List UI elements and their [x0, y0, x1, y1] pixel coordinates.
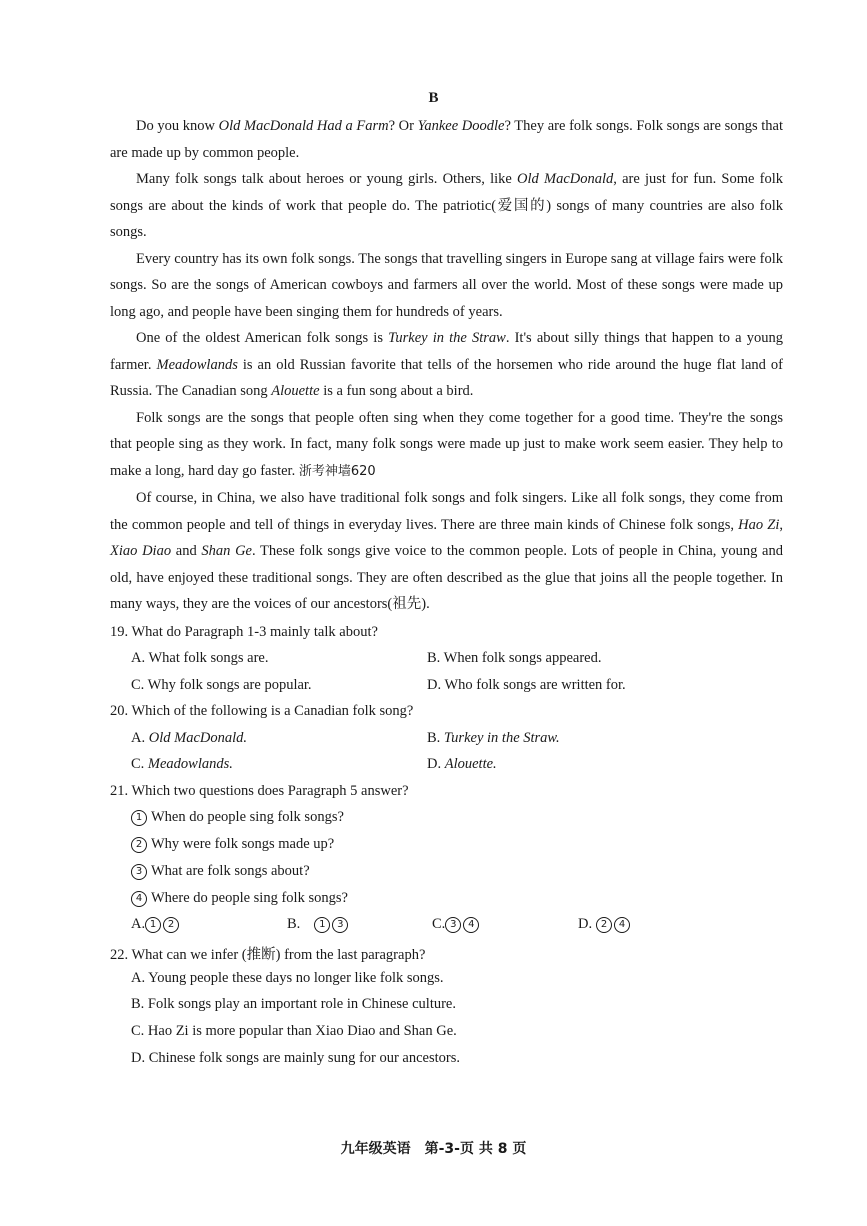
text: . It's about silly things that happen to a young farmer. — [110, 330, 784, 373]
text: Of course, in China, we also have traditional folk songs and folk singers. Like all folk songs, they come from the common people and tell of things in everyday lives. There are three main kinds of Chinese folk songs, — [110, 490, 783, 533]
text: , are just for fun. Some folk songs are about the kinds of work that people do. The patriotic(爱国的) songs of many countries are also folk songs. — [110, 171, 783, 240]
q19-option-b[interactable]: B. When folk songs appeared. — [427, 650, 602, 666]
text: is a fun song about a bird. — [319, 383, 474, 399]
question-19-stem: 19. What do Paragraph 1-3 mainly talk about? — [110, 624, 378, 640]
option-letter: C. — [131, 756, 148, 772]
text: One of the oldest American folk songs is — [136, 330, 389, 346]
text: Many folk songs talk about heroes or young girls. Others, like — [136, 171, 518, 187]
paragraph-2 — [110, 166, 783, 246]
option-letter: D. — [427, 756, 445, 772]
text: . These folk songs give voice to the common people. Lots of people in China, young and old, have enjoyed these traditional songs. They are often described as the glue that joins all the people together. In many ways, they are the voices of our ancestors(祖先). — [110, 543, 783, 612]
q19-option-d[interactable]: D. Who folk songs are written for. — [427, 677, 626, 693]
text: ? Or — [388, 118, 418, 134]
song-title: Alouette — [271, 383, 320, 399]
paragraph-6 — [110, 485, 783, 618]
q20-option-d[interactable] — [427, 756, 497, 773]
q21-option-d[interactable] — [578, 916, 632, 933]
q19-option-c[interactable]: C. Why folk songs are popular. — [131, 677, 312, 693]
text: , — [779, 516, 783, 533]
question-21-stem: 21. Which two questions does Paragraph 5 answer? — [110, 783, 409, 799]
circled-number-icon: 3 — [445, 917, 461, 933]
page-footer: 九年级英语 第-3-页 共 8 页 — [340, 1141, 527, 1157]
text: Folk songs are the songs that people often sing when they come together for a good time. They're the songs that people sing as they work. In fact, many folk songs were made up just to make work seem easier. They help to make a long, hard day go faster. — [110, 409, 783, 479]
q21-item-3 — [131, 863, 310, 880]
q21-option-a[interactable] — [131, 916, 181, 933]
q20-option-b[interactable] — [427, 730, 560, 747]
circled-number-icon: 4 — [131, 891, 147, 907]
question-20-stem: 20. Which of the following is a Canadian folk song? — [110, 703, 414, 719]
q22-option-d[interactable]: D. Chinese folk songs are mainly sung for our ancestors. — [131, 1050, 461, 1066]
song-title: Turkey in the Straw — [388, 330, 506, 346]
q21-item-2 — [131, 836, 334, 853]
item-text: What are folk songs about? — [151, 863, 310, 879]
q22-option-c[interactable]: C. Hao Zi is more popular than Xiao Diao and Shan Ge. — [131, 1023, 457, 1039]
option-letter: A. — [131, 730, 149, 746]
paragraph-3: Every country has its own folk songs. The songs that travelling singers in Europe sang at village fairs were folk songs. So are the songs of American cowboys and farmers all over the world. Most of these songs were made up long ago, and people have been singing them for hundreds of years. — [110, 250, 783, 320]
song-title: Old MacDonald — [517, 171, 614, 187]
circled-number-icon: 2 — [163, 917, 179, 933]
song-kind: Xiao Diao — [110, 543, 172, 559]
circled-number-icon: 1 — [131, 810, 147, 826]
item-text: Where do people sing folk songs? — [151, 890, 348, 906]
paragraph-4 — [110, 325, 783, 405]
section-heading: B — [428, 90, 439, 106]
q21-item-1 — [131, 809, 344, 826]
song-kind: Hao Zi — [738, 516, 780, 533]
item-text: When do people sing folk songs? — [151, 809, 344, 825]
reading-passage — [110, 113, 783, 618]
circled-number-icon: 3 — [131, 864, 147, 880]
handwritten-note: 浙考神墙620 — [298, 463, 376, 479]
option-text: Alouette. — [444, 756, 497, 772]
circled-number-icon: 3 — [332, 917, 348, 933]
text: is an old Russian favorite that tells of the horsemen who ride around the huge flat land of Russia. The Canadian song — [110, 356, 784, 399]
q21-option-b[interactable] — [287, 916, 350, 933]
option-letter: B. — [427, 730, 444, 746]
q21-option-c[interactable] — [432, 916, 481, 933]
circled-number-icon: 2 — [131, 837, 147, 853]
q22-option-b[interactable]: B. Folk songs play an important role in Chinese culture. — [131, 996, 456, 1012]
text: ? They are folk songs. Folk songs are songs that are made up by common people. — [110, 118, 783, 161]
question-22-stem: 22. What can we infer (推断) from the last paragraph? — [110, 947, 426, 963]
paragraph-1 — [110, 113, 783, 166]
item-text: Why were folk songs made up? — [151, 836, 335, 852]
circled-number-icon: 2 — [596, 917, 612, 933]
paragraph-5 — [110, 405, 783, 486]
q22-option-a[interactable]: A. Young people these days no longer like folk songs. — [131, 970, 444, 986]
option-letter: C. — [432, 916, 446, 932]
text: Do you know — [136, 118, 219, 134]
q19-option-a[interactable]: A. What folk songs are. — [131, 650, 269, 666]
option-letter: A. — [131, 916, 146, 932]
song-title: Meadowlands — [156, 356, 238, 373]
circled-number-icon: 4 — [614, 917, 630, 933]
text: and — [171, 543, 202, 559]
circled-number-icon: 4 — [463, 917, 479, 933]
option-letter: D. — [578, 916, 593, 932]
song-title: Yankee Doodle — [417, 118, 505, 134]
song-kind: Shan Ge — [201, 543, 252, 559]
option-text: Old MacDonald. — [148, 730, 247, 746]
q20-option-c[interactable] — [131, 756, 233, 773]
circled-number-icon: 1 — [314, 917, 330, 933]
q20-option-a[interactable] — [131, 730, 247, 747]
q21-item-4 — [131, 890, 348, 907]
option-text: Turkey in the Straw. — [443, 730, 560, 746]
option-letter: B. — [287, 916, 301, 932]
circled-number-icon: 1 — [145, 917, 161, 933]
option-text: Meadowlands. — [147, 756, 233, 772]
song-title: Old MacDonald Had a Farm — [218, 118, 389, 134]
